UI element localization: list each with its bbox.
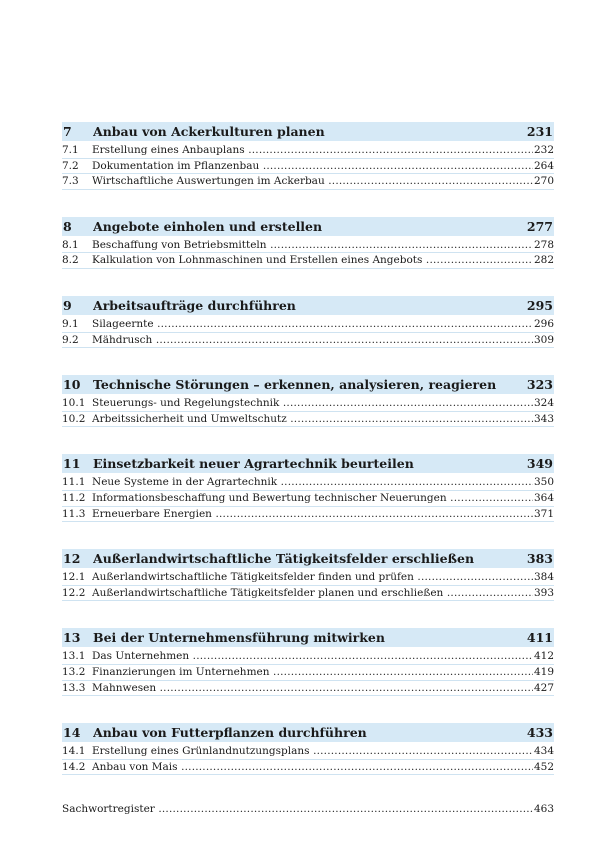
- section-entry[interactable]: [62, 570, 554, 586]
- chapter-page: 295: [526, 297, 553, 313]
- chapter-block: [62, 454, 554, 522]
- chapter-heading[interactable]: [62, 549, 554, 568]
- section-number: 11.2: [62, 491, 86, 504]
- chapter-heading[interactable]: [62, 122, 554, 141]
- section-page: 452: [533, 760, 554, 773]
- chapter-block: [62, 628, 554, 696]
- section-title: Das Unternehmen .....: [92, 649, 533, 664]
- section-entry[interactable]: [62, 159, 554, 175]
- section-page: 434: [533, 745, 554, 758]
- chapter-block: [62, 375, 554, 427]
- section-page: 264: [533, 159, 554, 172]
- section-page: 384: [533, 571, 554, 584]
- section-page: 282: [533, 254, 554, 267]
- chapter-number: 11: [63, 456, 81, 472]
- chapter-heading[interactable]: [62, 375, 554, 394]
- section-number: 14.2: [62, 760, 86, 773]
- section-number: 8.2: [62, 254, 79, 267]
- section-entry[interactable]: [62, 317, 554, 333]
- section-number: 8.1: [62, 238, 79, 251]
- chapter-title: Anbau von Ackerkulturen planen: [93, 124, 325, 139]
- section-entry[interactable]: [62, 333, 554, 349]
- section-number: 10.2: [62, 412, 86, 425]
- index-title: Sachwortregister .....: [62, 802, 534, 816]
- section-title: Außerlandwirtschaftliche Tätigkeitsfelder planen und erschließen .....: [92, 586, 533, 601]
- chapter-heading[interactable]: [62, 723, 554, 742]
- section-number: 7.1: [62, 144, 79, 156]
- section-number: 14.1: [62, 745, 86, 758]
- chapter-page: 433: [526, 725, 553, 741]
- chapter-page: 349: [526, 456, 553, 472]
- table-of-contents: [62, 122, 554, 816]
- index-page: 463: [533, 803, 554, 816]
- section-entry[interactable]: [62, 475, 554, 491]
- chapter-title: Technische Störungen – erkennen, analysieren, reagieren: [93, 377, 497, 393]
- chapter-page: 277: [526, 218, 553, 234]
- chapter-page: 231: [526, 124, 553, 139]
- section-number: 13.1: [62, 650, 86, 663]
- section-title: Außerlandwirtschaftliche Tätigkeitsfelder finden und prüfen .....: [92, 570, 533, 585]
- section-entry[interactable]: [62, 143, 554, 159]
- chapter-title: Arbeitsaufträge durchführen: [93, 297, 296, 313]
- section-entry[interactable]: [62, 507, 554, 523]
- section-page: 270: [533, 175, 554, 188]
- section-page: 350: [533, 476, 554, 489]
- section-title: Steuerungs- und Regelungstechnik .....: [92, 396, 533, 411]
- section-number: 11.1: [62, 476, 86, 489]
- chapter-title: Außerlandwirtschaftliche Tätigkeitsfelder erschließen: [93, 551, 475, 567]
- section-title: Erstellung eines Grünlandnutzungsplans .....: [92, 744, 533, 759]
- section-page: 324: [533, 397, 554, 410]
- section-number: 7.3: [62, 175, 79, 188]
- section-entry[interactable]: [62, 586, 554, 602]
- chapter-page: 323: [526, 377, 553, 393]
- section-number: 10.1: [62, 397, 86, 410]
- section-title: Silageernte .....: [92, 317, 533, 332]
- section-number: 12.1: [62, 571, 86, 584]
- section-entry[interactable]: [62, 238, 554, 254]
- section-entry[interactable]: [62, 174, 554, 190]
- chapter-page: 411: [526, 630, 553, 646]
- chapter-number: 7: [63, 124, 72, 139]
- section-page: 371: [533, 507, 554, 520]
- section-page: 364: [533, 491, 554, 504]
- section-number: 9.1: [62, 317, 79, 330]
- chapter-number: 12: [63, 551, 81, 567]
- section-page: 412: [533, 650, 554, 663]
- section-entry[interactable]: [62, 649, 554, 665]
- chapter-heading[interactable]: [62, 217, 554, 236]
- section-entry[interactable]: [62, 253, 554, 269]
- section-entry[interactable]: [62, 412, 554, 428]
- section-number: 9.2: [62, 333, 79, 346]
- section-title: Neue Systeme in der Agrartechnik .....: [92, 475, 533, 490]
- section-entry[interactable]: [62, 681, 554, 697]
- section-title: Anbau von Mais .....: [92, 760, 533, 775]
- section-page: 232: [533, 144, 554, 156]
- chapter-page: 383: [526, 551, 553, 567]
- section-entry[interactable]: [62, 665, 554, 681]
- section-title: Erneuerbare Energien .....: [92, 507, 533, 522]
- section-title: Finanzierungen im Unternehmen .....: [92, 665, 533, 680]
- section-page: 343: [533, 412, 554, 425]
- section-page: 427: [533, 681, 554, 694]
- section-number: 7.2: [62, 159, 79, 172]
- chapter-heading[interactable]: [62, 628, 554, 647]
- section-page: 278: [533, 238, 554, 251]
- chapter-title: Bei der Unternehmensführung mitwirken: [93, 630, 385, 646]
- section-title: Mähdrusch .....: [92, 333, 533, 348]
- section-page: 419: [533, 665, 554, 678]
- chapter-heading[interactable]: [62, 296, 554, 315]
- chapter-title: Anbau von Futterpflanzen durchführen: [93, 725, 367, 741]
- section-title: Mahnwesen .....: [92, 681, 533, 696]
- section-title: Beschaffung von Betriebsmitteln .....: [92, 238, 533, 253]
- section-page: 296: [533, 317, 554, 330]
- chapter-title: Angebote einholen und erstellen: [93, 218, 323, 234]
- section-title: Kalkulation von Lohnmaschinen und Erstellen eines Angebots .....: [92, 253, 533, 268]
- section-title: Wirtschaftliche Auswertungen im Ackerbau .....: [92, 174, 533, 189]
- section-title: Informationsbeschaffung und Bewertung technischer Neuerungen .....: [92, 491, 533, 506]
- chapter-number: 13: [63, 630, 81, 646]
- section-page: 393: [533, 586, 554, 599]
- index-entry[interactable]: [62, 802, 554, 816]
- section-number: 13.2: [62, 665, 86, 678]
- chapter-number: 10: [63, 377, 81, 393]
- section-title: Dokumentation im Pflanzenbau .....: [92, 159, 533, 174]
- section-entry[interactable]: [62, 744, 554, 760]
- chapter-number: 14: [63, 725, 81, 741]
- chapter-number: 8: [63, 218, 72, 234]
- section-title: Erstellung eines Anbauplans .....: [92, 143, 533, 158]
- section-number: 11.3: [62, 507, 86, 520]
- chapter-block: [62, 723, 554, 775]
- chapter-block: [62, 217, 554, 269]
- chapter-block: [62, 296, 554, 348]
- section-number: 12.2: [62, 586, 86, 599]
- chapter-heading[interactable]: [62, 454, 554, 473]
- chapter-title: Einsetzbarkeit neuer Agrartechnik beurteilen: [93, 456, 414, 472]
- section-entry[interactable]: [62, 760, 554, 776]
- chapter-block: [62, 122, 554, 190]
- chapter-number: 9: [63, 297, 72, 313]
- section-title: Arbeitssicherheit und Umweltschutz .....: [92, 412, 533, 427]
- section-entry[interactable]: [62, 396, 554, 412]
- section-page: 309: [533, 333, 554, 346]
- section-entry[interactable]: [62, 491, 554, 507]
- section-number: 13.3: [62, 681, 86, 694]
- chapter-block: [62, 549, 554, 601]
